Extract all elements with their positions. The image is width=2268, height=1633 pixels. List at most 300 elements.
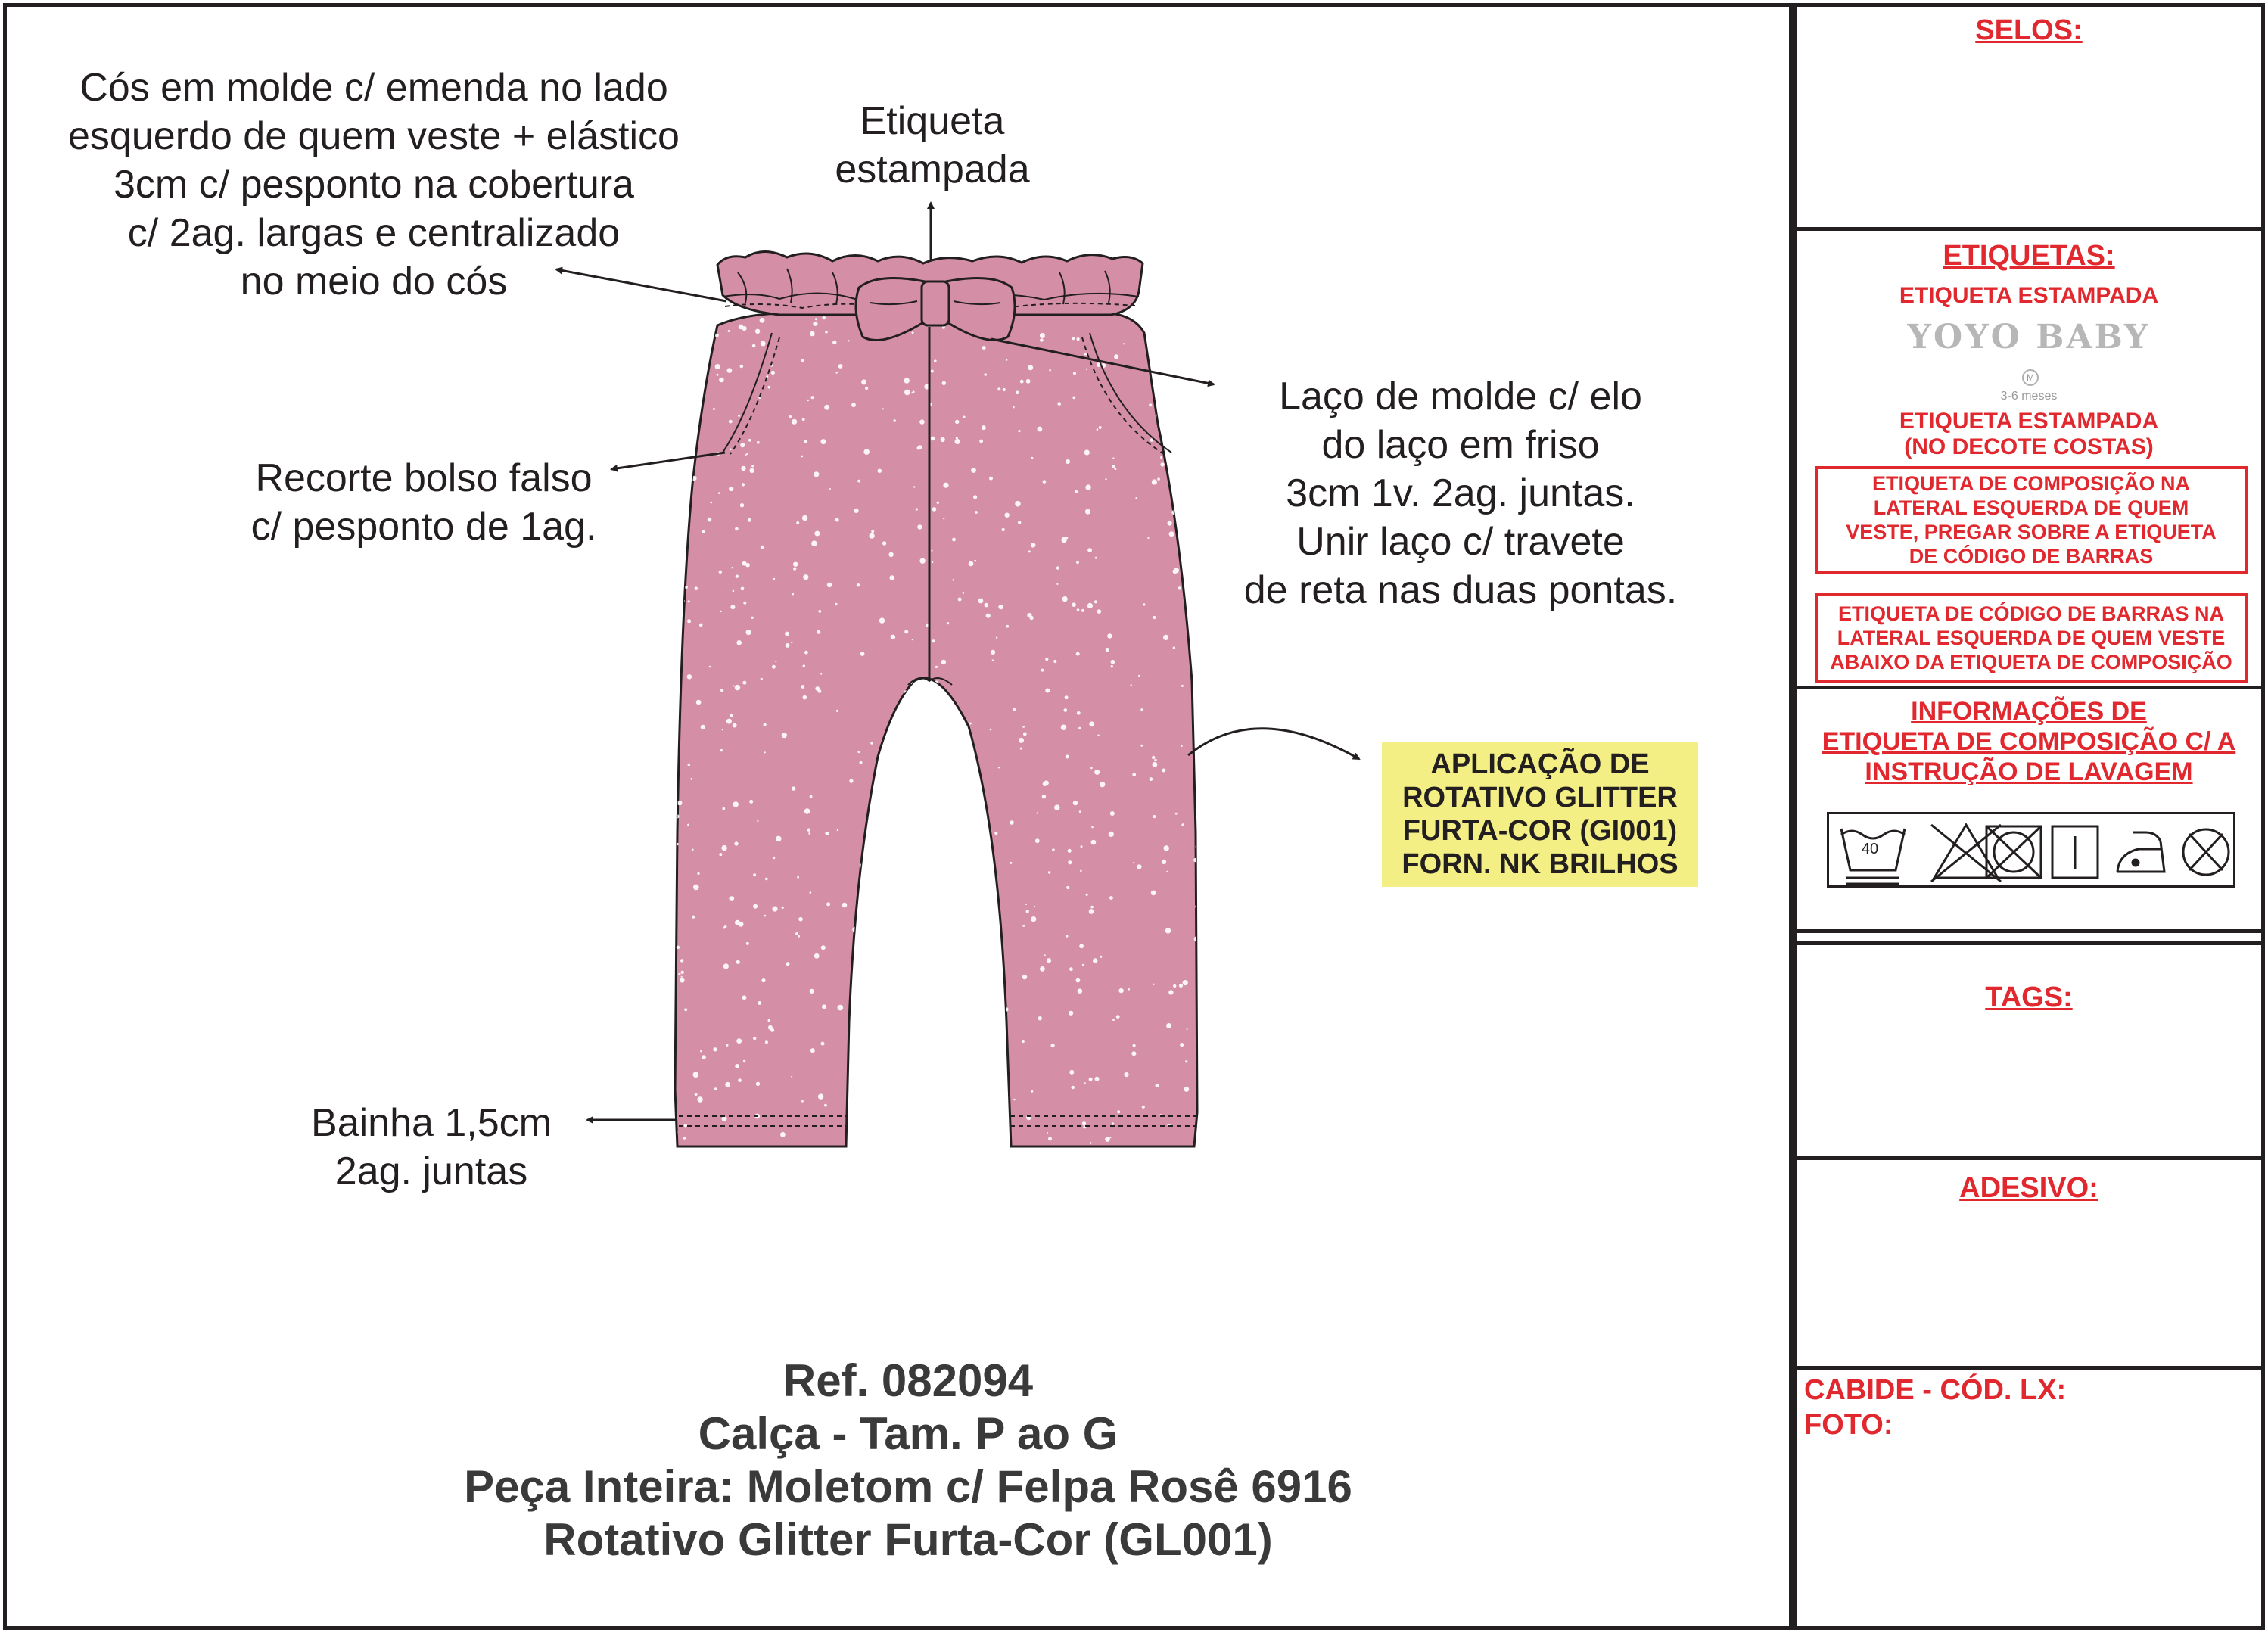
glitter-dot — [820, 673, 822, 675]
glitter-dot — [741, 587, 745, 591]
hem-note — [272, 1099, 590, 1196]
glitter-dot — [1090, 906, 1094, 909]
glitter-dot — [676, 663, 680, 667]
glitter-dot — [726, 1044, 728, 1047]
label-note-line: estampada — [835, 148, 1030, 191]
glitter-dot — [740, 503, 744, 507]
glitter-dot — [932, 784, 935, 786]
glitter-dot — [1022, 975, 1027, 979]
glitter-dot — [926, 978, 929, 981]
glitter-dot — [746, 453, 748, 456]
glitter-dot — [1160, 462, 1164, 466]
glitter-dot — [726, 719, 732, 724]
glitter-dot — [1198, 1022, 1202, 1026]
glitter-dot — [857, 751, 860, 753]
glitter-dot — [696, 700, 702, 705]
glitter-dot — [810, 989, 814, 994]
glitter-dot — [1133, 1044, 1136, 1047]
glitter-dot — [904, 390, 910, 396]
glitter-dot — [1142, 1106, 1145, 1109]
glitter-dot — [724, 925, 727, 928]
glitter-dot — [749, 468, 754, 473]
glitter-dot — [1087, 603, 1093, 608]
glitter-dot — [1087, 548, 1092, 552]
glitter-dot — [1187, 1028, 1188, 1030]
glitter-dot — [815, 318, 817, 320]
glitter-dot — [1152, 479, 1157, 484]
glitter-dot — [1022, 925, 1025, 927]
glitter-dot — [753, 1037, 756, 1040]
glitter-dot — [932, 507, 937, 512]
glitter-dot — [912, 639, 913, 640]
glitter-dot — [1016, 391, 1019, 395]
glitter-dot — [857, 1048, 861, 1053]
glitter-dot — [913, 390, 915, 393]
glitter-dot — [1173, 984, 1176, 988]
glitter-dot — [1190, 621, 1194, 626]
glitter-dot — [1175, 813, 1178, 815]
glitter-dot — [684, 1124, 687, 1127]
glitter-dot — [674, 665, 677, 668]
glitter-dot — [751, 617, 753, 619]
glitter-dot — [1165, 928, 1171, 933]
glitter-dot — [891, 729, 896, 734]
glitter-dot — [742, 681, 746, 685]
glitter-dot — [804, 440, 808, 443]
glitter-dot — [939, 981, 942, 984]
glitter-dot — [719, 378, 724, 383]
glitter-dot — [879, 617, 885, 623]
glitter-dot — [1128, 988, 1131, 991]
glitter-dot — [735, 685, 740, 690]
glitter-dot — [991, 650, 995, 655]
glitter-dot — [725, 1082, 730, 1087]
glitter-dot — [882, 408, 884, 409]
glitter-dot — [948, 959, 952, 963]
product-material: Peça Inteira: Moletom c/ Felpa Rosê 6916 — [464, 1461, 1352, 1512]
glitter-dot — [978, 851, 982, 854]
glitter-dot — [730, 449, 732, 451]
glitter-dot — [1079, 810, 1081, 813]
glitter-dot — [1048, 1137, 1052, 1141]
glitter-dot — [854, 509, 858, 513]
glitter-dot — [941, 1008, 944, 1010]
glitter-dot — [740, 365, 744, 369]
glitter-dot — [892, 922, 895, 925]
etiqueta-decote-line2: (NO DECOTE COSTAS) — [1904, 434, 2154, 459]
glitter-dot — [1054, 804, 1059, 810]
glitter-dot — [1151, 891, 1156, 896]
glitter-dot — [939, 1113, 941, 1115]
waistband-note-line: esquerdo de quem veste + elástico — [68, 114, 680, 158]
glitter-dot — [1090, 767, 1093, 770]
glitter-dot — [848, 340, 849, 341]
glitter-dot — [683, 1137, 686, 1140]
glitter-dot — [1094, 770, 1100, 775]
glitter-dot — [1168, 521, 1172, 526]
glitter-dot — [1105, 1137, 1110, 1142]
glitter-dot — [1084, 449, 1090, 455]
pocket-note — [212, 454, 636, 551]
glitter-dot — [1184, 1087, 1190, 1092]
glitter-dot — [692, 849, 694, 851]
glitter-dot — [736, 960, 740, 964]
glitter-dot — [943, 483, 948, 488]
glitter-dot — [942, 381, 946, 385]
glitter-dot — [1112, 1122, 1114, 1124]
wash-temp-label: 40 — [1861, 841, 1879, 857]
glitter-dot — [673, 485, 677, 489]
glitter-dot — [822, 316, 826, 320]
glitter-dot — [752, 344, 756, 348]
glitter-dot — [992, 659, 994, 661]
glitter-dot — [1143, 603, 1145, 605]
glitter-dot — [697, 872, 699, 875]
glitter-dot — [1064, 708, 1068, 712]
glitter-dot — [817, 630, 820, 634]
glitter-dot — [894, 1071, 899, 1075]
glitter-dot — [733, 686, 735, 687]
glitter-dot — [1095, 1077, 1100, 1081]
glitter-dot — [1018, 430, 1020, 432]
glitter-dot — [890, 575, 895, 580]
glitter-dot — [982, 425, 986, 430]
product-name: Calça - Tam. P ao G — [698, 1408, 1118, 1459]
glitter-dot — [932, 639, 935, 642]
glitter-dot — [1162, 357, 1166, 361]
glitter-dot — [931, 978, 934, 981]
glitter-dot — [1066, 755, 1069, 759]
glitter-dot — [1165, 344, 1170, 349]
glitter-dot — [1112, 457, 1114, 459]
glitter-callout-line: APLICAÇÃO DE — [1430, 748, 1650, 780]
glitter-dot — [768, 386, 771, 389]
glitter-dot — [905, 750, 908, 753]
glitter-dot — [1043, 480, 1047, 484]
care-label-box — [1827, 812, 2235, 888]
glitter-dot — [764, 751, 766, 753]
glitter-dot — [804, 808, 810, 814]
glitter-dot — [917, 524, 922, 529]
glitter-dot — [1179, 984, 1183, 988]
glitter-dot — [738, 1078, 742, 1082]
glitter-dot — [913, 486, 915, 487]
glitter-dot — [685, 586, 688, 589]
composicao-box — [1815, 466, 2248, 574]
etiquetas-heading: ETIQUETAS: — [1943, 240, 2115, 272]
glitter-dot — [1099, 426, 1102, 429]
glitter-dot — [772, 665, 776, 669]
glitter-dot — [746, 942, 749, 945]
composicao-box-line: LATERAL ESQUERDA DE QUEM — [1873, 496, 2189, 519]
glitter-dot — [1051, 1044, 1055, 1047]
glitter-dot — [765, 878, 768, 881]
glitter-dot — [842, 903, 848, 908]
glitter-dot — [795, 932, 798, 935]
glitter-dot — [1057, 402, 1061, 406]
glitter-dot — [943, 1068, 948, 1074]
glitter-dot — [954, 1096, 956, 1097]
glitter-dot — [1047, 958, 1051, 963]
glitter-dot — [1010, 862, 1012, 864]
glitter-dot — [1069, 1070, 1074, 1075]
glitter-dot — [924, 920, 927, 923]
glitter-dot — [719, 853, 722, 856]
glitter-dot — [1194, 713, 1199, 718]
waistband-note-line: Cós em molde c/ emenda no lado — [79, 66, 668, 110]
glitter-dot — [1097, 428, 1099, 431]
glitter-dot — [1013, 1099, 1016, 1101]
glitter-dot — [898, 1109, 901, 1112]
glitter-dot — [776, 836, 782, 842]
glitter-dot — [920, 1100, 925, 1105]
glitter-dot — [1006, 359, 1007, 361]
glitter-dot — [878, 469, 882, 474]
glitter-dot — [1173, 569, 1178, 574]
composicao-box-line: ETIQUETA DE COMPOSIÇÃO NA — [1871, 472, 2191, 495]
glitter-dot — [811, 540, 817, 546]
glitter-dot — [735, 1064, 739, 1068]
glitter-dot — [931, 437, 935, 441]
glitter-dot — [1040, 966, 1045, 972]
glitter-dot — [743, 1060, 745, 1062]
glitter-dot — [768, 1019, 771, 1022]
glitter-dot — [863, 449, 870, 455]
glitter-dot — [1114, 468, 1116, 470]
glitter-dot — [792, 593, 794, 596]
glitter-dot — [904, 630, 908, 633]
glitter-dot — [897, 1049, 901, 1053]
glitter-dot — [998, 767, 1000, 768]
glitter-dot — [1181, 511, 1187, 516]
glitter-dot — [1038, 1016, 1042, 1020]
etiqueta-estampada-label: ETIQUETA ESTAMPADA — [1899, 283, 2159, 308]
glitter-dot — [955, 439, 960, 444]
label-note — [781, 97, 1084, 194]
glitter-dot — [757, 441, 760, 444]
info-heading-line3: INSTRUÇÃO DE LAVAGEM — [1865, 757, 2193, 786]
glitter-dot — [891, 635, 895, 639]
glitter-dot — [825, 832, 829, 835]
glitter-dot — [943, 518, 944, 519]
hem-note-line: 2ag. juntas — [334, 1149, 528, 1193]
glitter-dot — [882, 1017, 885, 1019]
glitter-dot — [1137, 864, 1141, 869]
glitter-dot — [736, 1038, 742, 1044]
glitter-dot — [688, 600, 690, 602]
glitter-dot — [761, 341, 766, 347]
glitter-dot — [760, 318, 765, 323]
glitter-dot — [793, 562, 798, 567]
glitter-dot — [963, 416, 966, 418]
glitter-dot — [1076, 561, 1079, 564]
composicao-box-line: DE CÓDIGO DE BARRAS — [1909, 545, 2154, 568]
glitter-dot — [975, 1078, 976, 1079]
glitter-dot — [1031, 457, 1033, 459]
glitter-callout-line: ROTATIVO GLITTER — [1402, 782, 1678, 813]
glitter-dot — [933, 796, 938, 801]
glitter-dot — [1093, 958, 1097, 963]
glitter-dot — [733, 590, 735, 593]
product-title-block — [333, 1355, 1483, 1566]
glitter-dot — [919, 419, 924, 424]
glitter-dot — [1160, 456, 1162, 459]
glitter-dot — [1040, 338, 1044, 342]
glitter-dot — [684, 1008, 687, 1011]
glitter-dot — [749, 800, 753, 804]
glitter-dot — [915, 1088, 919, 1093]
waistband-note-line: 3cm c/ pesponto na cobertura — [114, 163, 634, 207]
glitter-callout-line: FORN. NK BRILHOS — [1402, 848, 1678, 880]
glitter-dot — [1079, 944, 1084, 948]
glitter-dot — [810, 396, 814, 399]
glitter-dot — [941, 437, 945, 442]
glitter-dot — [1181, 745, 1183, 747]
glitter-dot — [1066, 459, 1070, 464]
glitter-dot — [772, 907, 777, 912]
glitter-dot — [761, 546, 764, 549]
glitter-dot — [801, 1100, 804, 1103]
glitter-dot — [1043, 782, 1047, 786]
glitter-dot — [720, 689, 723, 692]
glitter-dot — [1031, 1090, 1033, 1093]
glitter-dot — [711, 320, 715, 324]
glitter-dot — [1133, 862, 1134, 863]
glitter-dot — [742, 995, 747, 1000]
glitter-dot — [1140, 708, 1143, 711]
glitter-dot — [1149, 403, 1152, 406]
glitter-dot — [1197, 865, 1199, 867]
glitter-dot — [1072, 602, 1076, 607]
etiqueta-decote-line1: ETIQUETA ESTAMPADA — [1899, 409, 2159, 434]
glitter-dot — [1154, 759, 1156, 761]
glitter-dot — [1052, 848, 1055, 851]
glitter-dot — [863, 1113, 866, 1116]
glitter-dot — [1080, 870, 1082, 872]
glitter-dot — [792, 786, 795, 790]
glitter-dot — [947, 622, 949, 624]
glitter-dot — [818, 610, 821, 613]
glitter-dot — [1196, 324, 1198, 326]
glitter-dot — [885, 1002, 888, 1005]
glitter-dot — [687, 674, 692, 679]
glitter-dot — [857, 583, 860, 586]
bow-note — [1188, 372, 1733, 614]
glitter-dot — [1109, 1137, 1111, 1138]
glitter-dot — [810, 891, 812, 894]
glitter-dot — [764, 723, 767, 726]
glitter-dot — [973, 495, 977, 499]
glitter-dot — [677, 946, 680, 950]
glitter-dot — [758, 1001, 761, 1005]
tags-heading: TAGS: — [1985, 981, 2073, 1013]
glitter-dot — [1178, 586, 1181, 589]
glitter-dot — [1028, 550, 1031, 552]
glitter-dot — [920, 1106, 923, 1109]
glitter-dot — [1048, 871, 1050, 873]
glitter-dot — [881, 791, 884, 794]
glitter-dot — [982, 346, 986, 350]
glitter-dot — [730, 605, 735, 609]
glitter-dot — [931, 370, 934, 373]
glitter-dot — [1034, 906, 1035, 907]
glitter-dot — [801, 685, 804, 689]
glitter-dot — [1105, 478, 1106, 480]
glitter-dot — [1078, 727, 1081, 729]
glitter-dot — [720, 749, 723, 751]
glitter-dot — [1111, 665, 1113, 667]
glitter-dot — [1022, 1040, 1025, 1043]
glitter-dot — [1106, 648, 1109, 652]
glitter-dot — [1049, 369, 1051, 372]
glitter-dot — [984, 603, 988, 608]
glitter-dot — [1030, 616, 1034, 620]
glitter-dot — [861, 379, 866, 384]
glitter-dot — [751, 465, 754, 468]
glitter-dot — [1168, 990, 1173, 994]
glitter-dot — [836, 710, 838, 712]
glitter-dot — [818, 1093, 823, 1099]
barras-box-line: LATERAL ESQUERDA DE QUEM VESTE — [1837, 627, 2226, 649]
glitter-dot — [1089, 1078, 1093, 1081]
glitter-dot — [1100, 956, 1102, 958]
glitter-dot — [741, 466, 745, 471]
glitter-dot — [1022, 726, 1025, 728]
glitter-dot — [815, 686, 820, 691]
glitter-dot — [1045, 689, 1050, 693]
glitter-dot — [912, 331, 914, 334]
glitter-dot — [1013, 708, 1016, 711]
glitter-dot — [969, 561, 974, 567]
glitter-dot — [926, 966, 929, 969]
glitter-dot — [1047, 1132, 1048, 1134]
label-note-line: Etiqueta — [860, 99, 1005, 143]
glitter-dot — [1002, 528, 1005, 531]
glitter-dot — [934, 359, 937, 362]
composicao-box-line: VESTE, PREGAR SOBRE A ETIQUETA — [1846, 521, 2217, 543]
glitter-dot — [824, 1104, 827, 1107]
glitter-dot — [736, 575, 739, 578]
glitter-dot — [1194, 688, 1196, 690]
glitter-dot — [958, 598, 962, 602]
glitter-dot — [970, 904, 975, 908]
glitter-dot — [890, 882, 894, 887]
glitter-dot — [1071, 1086, 1075, 1090]
glitter-dot — [870, 533, 875, 539]
glitter-dot — [978, 599, 984, 604]
glitter-dot — [832, 341, 836, 344]
glitter-dot — [920, 683, 923, 686]
glitter-dot — [825, 331, 828, 334]
glitter-dot — [1010, 820, 1014, 825]
glitter-dot — [873, 991, 875, 993]
glitter-dot — [938, 844, 941, 846]
glitter-dot — [1082, 964, 1084, 966]
glitter-dot — [1135, 497, 1137, 499]
glitter-dot — [717, 374, 719, 376]
glitter-dot — [786, 643, 790, 648]
glitter-dot — [796, 521, 799, 524]
glitter-dot — [962, 968, 967, 973]
glitter-dot — [735, 527, 739, 531]
glitter-dot — [1090, 1142, 1092, 1144]
glitter-dot — [693, 885, 699, 891]
glitter-dot — [755, 329, 760, 334]
bow-note-line: 3cm 1v. 2ag. juntas. — [1286, 471, 1635, 515]
glitter-dot — [765, 1040, 768, 1044]
glitter-dot — [1073, 372, 1076, 375]
glitter-dot — [713, 1047, 717, 1051]
